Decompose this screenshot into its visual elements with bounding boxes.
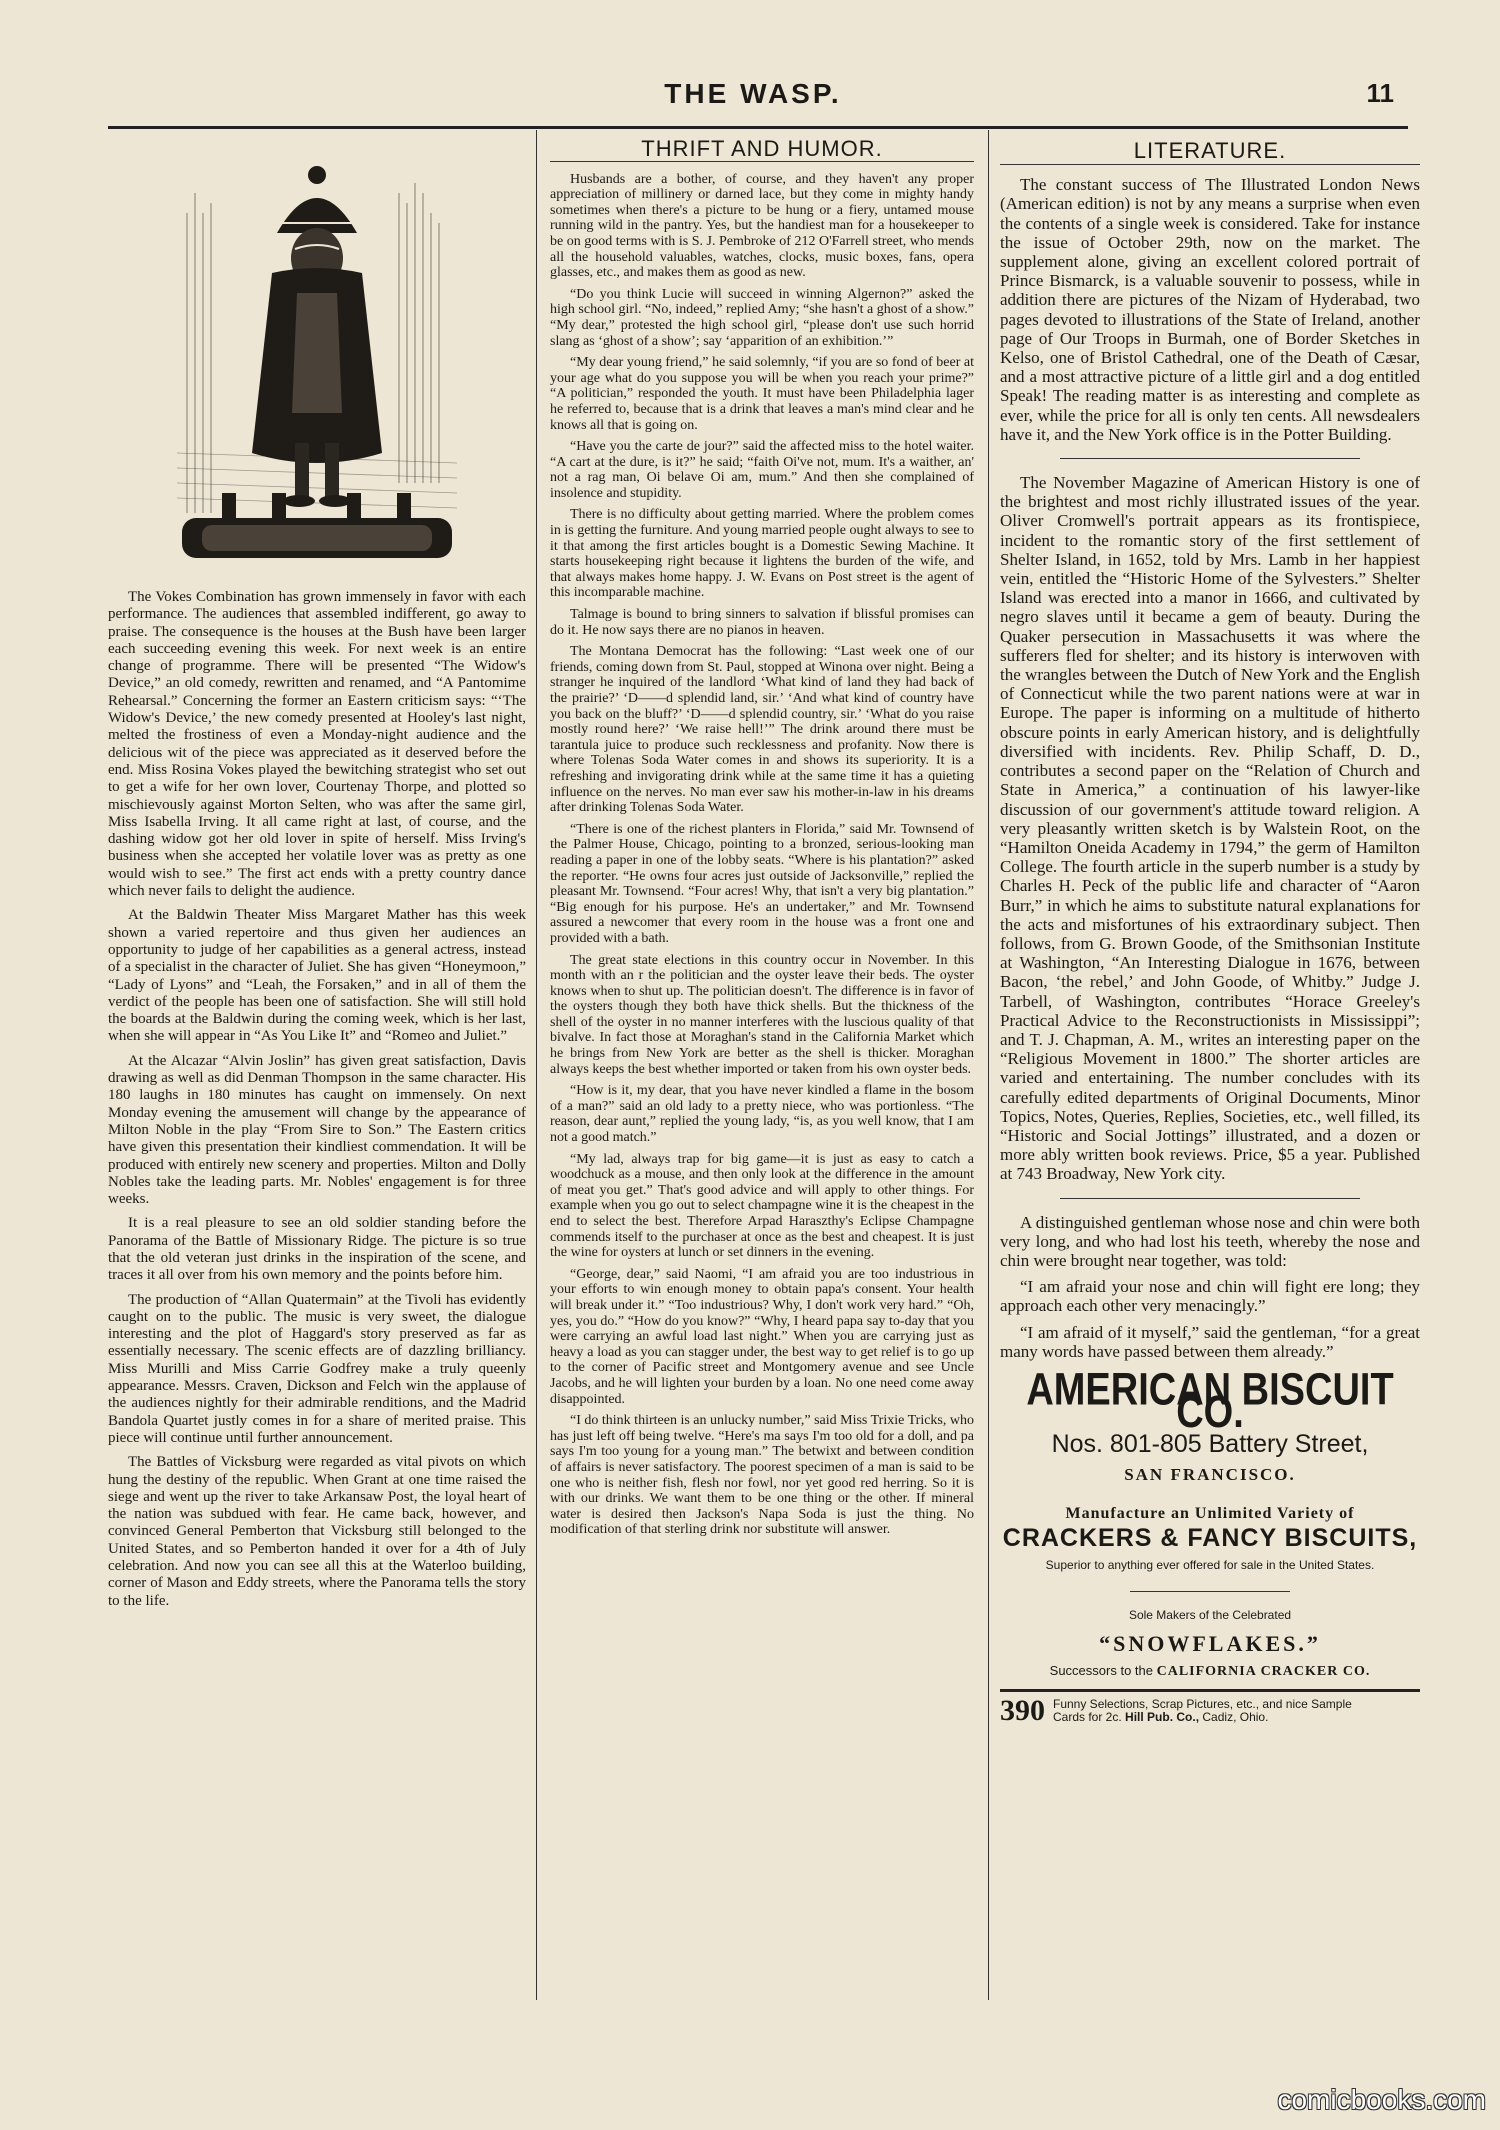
newspaper-title: THE WASP.	[664, 78, 842, 109]
ad-manufacture-line: Manufacture an Unlimited Variety of	[1065, 1504, 1355, 1522]
paragraph: At the Baldwin Theater Miss Margaret Mather has this week shown a varied repertoire and thus given her audiences an opportunity to judge of her capabilities as a general actress, instead of a specialist in the character of Juliet. She has given “Honeymoon,” “Lady of Lyons” and “Leah, the Forsaken,” and in all of them the verdict of the people has been one of satisfaction. She will still hold the boards at the Baldwin during the coming week, which is her last, when she will appear in “As You Like It” and “Romeo and Juliet.”	[108, 907, 526, 1045]
paragraph: The Vokes Combination has grown immensely in favor with each performance. The audiences that assembled indifferent, go away to praise. The consequence is the houses at the Bush have been larger each succeeding evening this week. For next week is an entire change of programme. There will be presented “The Widow's Device,” an old comedy, rewritten and renamed, and “A Pantomime Rehearsal.” Concerning the former an Eastern criticism says: “‘The Widow's Device,’ the new comedy presented at Hooley's last night, melted the frostiness of even a Monday-night audience and the delicious wit of the piece was appreciated as it deserved before the end. Miss Rosina Vokes played the bewitching strategist who set out to get a wife for her own lover, Courtenay Thorpe, and plotted so mischievously against Morton Selten, who was after the same girl, Miss Isabella Irving. It all came right at last, of course, and the dashing widow got her old lover in spite of herself. Miss Irving's business when she accepted her volatile lover was as pretty as one would wish to see.” The first act ends with a pretty country dance which never fails to delight the audience.	[108, 589, 526, 900]
divider	[1060, 1198, 1360, 1199]
paragraph: The production of “Allan Quatermain” at the Tivoli has evidently caught on to the public. The music is very sweet, the dialogue interesting and the plot of Haggard's story preserved as far as essentially necessary. The scenic effects are of dazzling brilliancy. Miss Murilli and Miss Carrie Godfrey make a truly queenly appearance. Messrs. Craven, Dickson and Felch win the applause of the audiences nightly for their admirable renditions, and the Madrid Bandola Quartet justly comes in for a share of merited praise. This piece will continue until further announcement.	[108, 1291, 526, 1446]
masthead	[108, 78, 1398, 118]
divider	[1060, 458, 1360, 459]
paragraph: The great state elections in this country occur in November. In this month with an r the politician and the oyster leave their beds. The oyster knows when to shut up. The politician doesn't. The difference is in favor of the oysters though they both have thick shells. But the thickness of the shell of the oyster in no manner interferes with the luscious quality of that bivalve. In fact those at Moraghan's stand in the California Market which he brings from New York are better as the shell is thicker. Moraghan always keeps the best whether imported or taken from his own oyster beds.	[550, 952, 974, 1077]
ad-successors	[1000, 1661, 1420, 1681]
ad-city: SAN FRANCISCO.	[1124, 1464, 1296, 1484]
column-theater	[108, 135, 526, 1995]
section-heading: THRIFT AND HUMOR.	[550, 141, 974, 162]
paragraph: The Battles of Vicksburg were regarded as vital pivots on which hung the destiny of the republic. When Grant at one time raised the siege and went up the river to take Arkansaw Post, the loyal heart of the nation was subdued with fear. He came back, however, and convinced General Pemberton that Vicksburg still belonged to the United States, and so Pemberton handed it over for a 4th of July celebration. And now you can see all this at the Waterloo building, corner of Mason and Eddy streets, where the Panorama tells the story to the life.	[108, 1454, 526, 1609]
paragraph: Talmage is bound to bring sinners to salvation if blissful promises can do it. He now says there are no pianos in heaven.	[550, 607, 974, 638]
paragraph: “Have you the carte de jour?” said the affected miss to the hotel waiter. “A cart at the dure, is it?” he said; “faith Oi've not, mum. It's a waither, an' not a rag man, Oi belave Oi am, mum.” And then she complained of insolence and stupidity.	[550, 439, 974, 501]
ad-sole-makers: Sole Makers of the Celebrated	[1128, 1608, 1292, 1623]
watermark: comicbooks.com	[1277, 2084, 1486, 2115]
ad-product: CRACKERS & FANCY BISCUITS,	[1002, 1524, 1418, 1552]
paragraph: The Montana Democrat has the following: “Last week one of our friends, coming down from St. Paul, stopped at Winona over night. Being a stranger he inquired of the landlord ‘What kind of land they had back of the prairie?’ ‘D——d splendid land, sir.’ ‘And what kind of country have you back on the bluff?’ ‘D——d splendid country, sir.’ ‘What do you raise mostly round here?’ ‘We raise hell!’” The drink around there must be tarantula juice to produce such recklessness and profanity. Now there is where Tolenas Soda Water comes in and shows its superiority. It is a refreshing and invigorating drink while at the same time it has a quieting influence on the nerves. No man ever saw his mother-in-law in his dreams after drinking Tolenas Soda Water.	[550, 644, 974, 816]
small-ad-line1: Funny Selections, Scrap Pictures, etc., and nice Sample	[1053, 1697, 1352, 1712]
column-literature	[1000, 135, 1420, 1995]
small-ad-line2-suffix: Cadiz, Ohio.	[1202, 1710, 1269, 1725]
paragraph: “My dear young friend,” he said solemnly, “if you are so fond of beer at your age what do you suppose you will be when you reach your prime?” “A politician,” responded the youth. It must have been Philadelphia lager he referred to, because that is a drink that leaves a man's mind clear and he knows all that is going on.	[550, 355, 974, 433]
biscuit-advertisement	[1000, 1364, 1420, 1681]
ad-company-name: AMERICAN BISCUIT CO.	[1026, 1364, 1394, 1439]
masthead-rule	[108, 126, 1408, 129]
paragraph: “My lad, always trap for big game—it is just as easy to catch a woodchuck as a mouse, and then only look at the difference in the amount of meat you get.” That's good advice and will apply to other things. For example when you go out to select champagne wine it is the cheapest in the end to select the best. Therefore Arpad Haraszthy's Eclipse Champagne commends itself to the purchaser at once as the best and cheapest. It is just the wine for oysters at lunch or set dinners in the evening.	[550, 1151, 974, 1261]
column-divider	[536, 130, 537, 2000]
ad-address: Nos. 801-805 Battery Street,	[1051, 1430, 1369, 1459]
ad-successors-name: CALIFORNIA CRACKER CO.	[1156, 1663, 1371, 1679]
small-ad-text	[1053, 1698, 1352, 1724]
column-thrift-and-humor	[550, 135, 974, 1995]
paragraph: The constant success of The Illustrated London News (American edition) is not by any means a surprise when even the contents of a single week is considered. Take for instance the issue of October 29th, now on the market. The supplement alone, giving an excellent colored portrait of Prince Bismarck, is a valuable souvenir to possess, while in addition there are pictures of the Nizam of Hyderabad, two pages devoted to illustrations of the State of Ireland, another page of Our Troops in Burmah, one of Border Sketches in Kelso, one of Bristol Cathedral, one of the Death of Cæsar, and a most attractive picture of a little girl and a dog entitled Speak! The reading matter is as interesting and complete as ever, while the price for all is only ten cents. All newsdealers have it, and the New York office is in the Potter Building.	[1000, 175, 1420, 444]
section-heading: LITERATURE.	[1000, 141, 1420, 165]
small-ad-number: 390	[1000, 1694, 1045, 1728]
paragraph: “Do you think Lucie will succeed in winning Algernon?” asked the high school girl. “No, indeed,” replied Amy; “she hasn't a ghost of a show.” “My dear,” protested the high school girl, “please don't use such horrid slang as ‘ghost of a show’; say ‘apparition of an exhibition.’”	[550, 286, 974, 349]
paragraph: There is no difficulty about getting married. Where the problem comes in is getting the furniture. And young married people ought always to see to it that among the first articles bought is a Domestic Sewing Machine. It starts housekeeping right because it lightens the burden of the wife, and that always makes home happy. J. W. Evans on Post street is the agent of this incomparable machine.	[550, 507, 974, 601]
paragraph: It is a real pleasure to see an old soldier standing before the Panorama of the Battle of Missionary Ridge. The picture is so true that the old veteran just drinks in the inspiration of the scene, and traces it all over from his own memory and the points before him.	[108, 1215, 526, 1284]
ad-superior-line: Superior to anything ever offered for sale in the United States.	[1045, 1558, 1375, 1573]
ad-brand: “SNOWFLAKES.”	[1099, 1630, 1321, 1656]
paragraph: A distinguished gentleman whose nose and chin were both very long, and who had lost his teeth, whereby the nose and chin were brought near together, was told:	[1000, 1212, 1420, 1270]
small-ad-line2-prefix: Cards for 2c.	[1053, 1710, 1122, 1725]
ad-successors-prefix: Successors to the	[1049, 1662, 1153, 1678]
ad-rule	[1130, 1591, 1290, 1592]
paragraph: “There is one of the richest planters in Florida,” said Mr. Townsend of the Palmer House, Chicago, pointing to a bronzed, serious-looking man reading a paper in one of the lobby seats. “Where is his plantation?” asked the reporter. “He owns four acres just outside of Jacksonville,” replied the pleasant Mr. Townsend. “Four acres! Why, that isn't a very big plantation.” “Big enough for his purpose. He's an undertaker,” and Mr. Townsend assured a newcomer that every room in the house was a front one and provided with a bath.	[550, 821, 974, 946]
column-divider	[988, 130, 989, 2000]
paragraph: Husbands are a bother, of course, and they haven't any proper appreciation of millinery or darned lace, but they come in mighty handy sometimes when there's a picture to be hung or a fiery, untamed mouse running wild in the pantry. Yes, but the handiest man for a housekeeper to be on good terms with is S. J. Pembroke of 212 O'Farrell street, who mends all the household valuables, watches, clocks, music boxes, fans, opera glasses, etc., and makes them as good as new.	[550, 171, 974, 281]
jester-illustration	[167, 153, 467, 571]
paragraph: The November Magazine of American History is one of the brightest and most richly illustrated issues of the year. Oliver Cromwell's portrait appears as its frontispiece, incident to the romantic story of the first settlement of Shelter Island, in 1652, told by Mrs. Lamb in her happiest vein, entitled the “Historic Home of the Sylvesters.” Shelter Island was erected into a manor in 1666, and cultivated by negro slaves until it became a gem of beauty. During the Quaker persecution in Massachusetts it was where the sufferers fled for shelter; and its history is interwoven with the wrangles between the Dutch of New York and the English of Connecticut while the two parent nations were at war in Europe. The paper is informing on a multitude of hitherto obscure points in early American history, and is delightfully diversified with incidents. Rev. Philip Schaff, D. D., contributes a second paper on the “Relation of Church and State in America,” a continuation of his lawyer-like discussion of our government's attitude toward religion. A very pleasantly written sketch is by Walstein Root, on the “Hamilton Oneida Academy in 1794,” the germ of Hamilton College. The fourth article in the superb number is a study by Charles H. Peck of the public life and character of “Aaron Burr,” in which he aims to substitute natural explanations for the acts and misfortunes of his extraordinary subject. Then follows, from G. Brown Goode, of the Smithsonian Institute at Washington, “An Interesting Dialogue in 1676, between Bacon, ‘the rebel,’ and John Goode, of Whitby.” Judge J. Tarbell, of Washington, contributes “Horace Greeley's Practical Advice to the Reconstructionists in Mississippi”; and T. J. Chapman, A. M., writes an interesting paper on the “Religious Movement in 1800.” The shorter articles are varied and entertaining. The number concludes with its carefully edited departments of Original Documents, Minor Topics, Notes, Queries, Replies, Societies, etc., well filled, its “Historic and Social Jottings” illustrated, and a dozen or more ably written book reviews. Price, $5 a year. Published at 743 Broadway, New York city.	[1000, 473, 1420, 1184]
hill-pub-advertisement	[1000, 1689, 1420, 1728]
paragraph: At the Alcazar “Alvin Joslin” has given great satisfaction, Davis drawing as well as did Denman Thompson in the same character. His 180 laughs in 180 minutes has caught on immensely. On next Monday evening the amusement will change by the appearance of Milton Noble in the play “From Sire to Son.” The Eastern critics have given this presentation their kindliest commendation. It will be produced with entirely new scenery and properties. Milton and Dolly Nobles take the leading parts. Mr. Nobles' engagement is for three weeks.	[108, 1052, 526, 1208]
small-ad-publisher: Hill Pub. Co.,	[1125, 1710, 1200, 1725]
paragraph: “I am afraid your nose and chin will fight ere long; they approach each other very menacingly.”	[1000, 1277, 1420, 1316]
page-number: 11	[1366, 78, 1394, 108]
paragraph: “How is it, my dear, that you have never kindled a flame in the bosom of a man?” said an old lady to a pretty niece, who was portionless. “The reason, dear aunt,” replied the young lady, “is, as you well know, that I am not a good match.”	[550, 1083, 974, 1146]
paragraph: “George, dear,” said Naomi, “I am afraid you are too industrious in your efforts to win enough money to obtain papa's consent. Your health will break under it.” “Too industrious? Why, I don't work very hard.” “Oh, yes, you do.” “How do you know?” “Why, I heard papa say to-day that you were carrying an awful load last night.” When you are carrying just as heavy a load as you can stagger under, the best way to get relief is to go up to the corner of Pacific street and Montgomery avenue and see Uncle Jacobs, and he will lighten your burden by a loan. No one need come away disappointed.	[550, 1266, 974, 1407]
paragraph: “I do think thirteen is an unlucky number,” said Miss Trixie Tricks, who has just left off being twelve. “Here's ma says I'm too old for a doll, and pa says I'm too young for a young man.” The betwixt and between condition of affairs is never satisfactory. The poorest specimen of a man is said to be one who is neither fish, flesh nor fowl, nor yet good red herring. So it is with our drinks. We want them to be one thing or the other. If mineral water is desired then Jackson's Napa Soda is just the thing. No modification of that sterling drink nor substitute will answer.	[550, 1413, 974, 1538]
paragraph: “I am afraid of it myself,” said the gentleman, “for a great many words have passed between them already.”	[1000, 1322, 1420, 1361]
